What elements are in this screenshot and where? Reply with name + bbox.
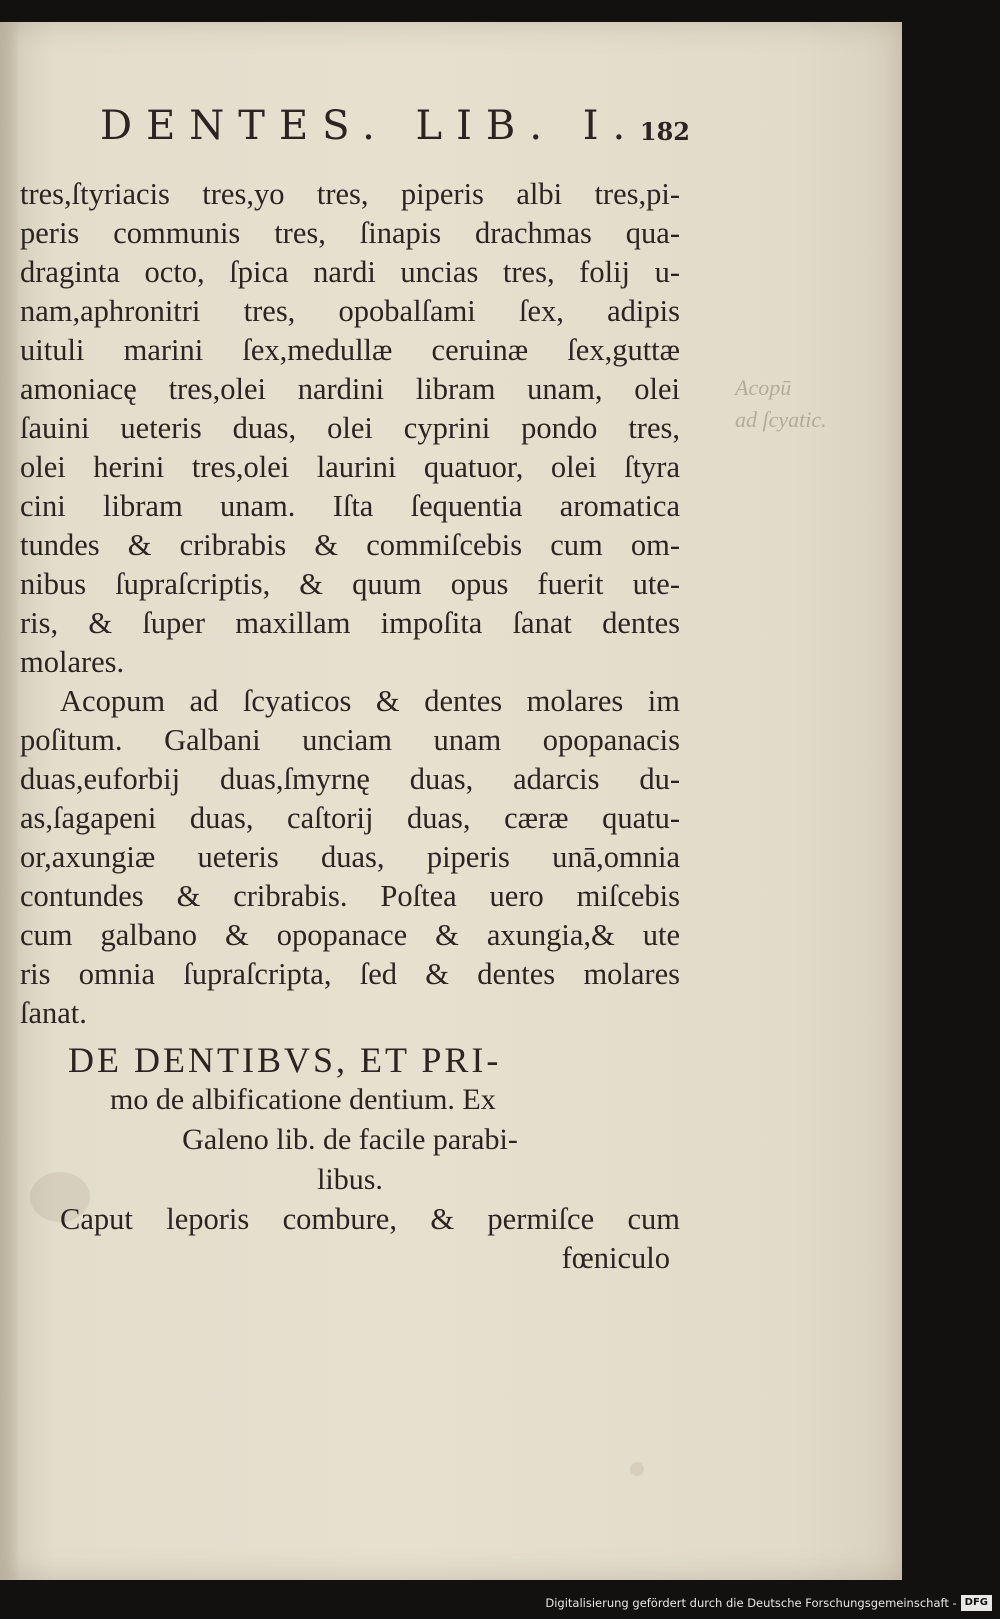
text-line: uituli marini ſex,medullæ ceruinæ ſex,guttæ bbox=[20, 333, 680, 367]
text-line: nibus ſupraſcriptis, & quum opus fuerit ute- bbox=[20, 567, 680, 601]
text-line: as,ſagapeni duas, caſtorij duas, cæræ quatu- bbox=[20, 801, 680, 835]
section-heading-line: mo de albificatione dentium. Ex bbox=[110, 1083, 496, 1116]
margin-note bbox=[735, 372, 855, 436]
margin-note-line: Acopū bbox=[735, 375, 792, 400]
text-line: peris communis tres, ſinapis drachmas qua- bbox=[20, 216, 680, 250]
section-heading bbox=[20, 1040, 680, 1200]
text-line: duas,euforbij duas,ſmyrnę duas, adarcis du- bbox=[20, 762, 680, 796]
paper-stain bbox=[630, 1462, 644, 1476]
text-line: poſitum. Galbani unciam unam opopanacis bbox=[20, 723, 680, 757]
running-head-title: DENTES. LIB. I. bbox=[100, 103, 640, 149]
text-line: olei herini tres,olei laurini quatuor, olei ſtyra bbox=[20, 450, 680, 484]
text-line: contundes & cribrabis. Poſtea uero miſcebis bbox=[20, 879, 680, 913]
text-line: Caput leporis combure, & permiſce cum bbox=[60, 1202, 680, 1236]
text-line: or,axungiæ ueteris duas, piperis unā,omnia bbox=[20, 840, 680, 874]
margin-note-line: ad ſcyatic. bbox=[735, 407, 827, 432]
text-line: draginta octo, ſpica nardi uncias tres, folij u- bbox=[20, 255, 680, 289]
text-line: cini libram unam. Iſta ſequentia aromatica bbox=[20, 489, 680, 523]
text-line: ris omnia ſupraſcripta, ſed & dentes molares bbox=[20, 957, 680, 991]
text-line: tundes & cribrabis & commiſcebis cum om- bbox=[20, 528, 680, 562]
text-line: ris, & ſuper maxillam impoſita ſanat dentes bbox=[20, 606, 680, 640]
paragraph-3 bbox=[20, 1200, 680, 1278]
text-line: nam,aphronitri tres, opobalſami ſex, adipis bbox=[20, 294, 680, 328]
section-heading-line: libus. bbox=[317, 1163, 383, 1196]
text-line: tres,ſtyriacis tres,yo tres, piperis albi tres,pi- bbox=[20, 177, 680, 211]
paragraph-2 bbox=[20, 682, 680, 1033]
running-head bbox=[100, 103, 690, 155]
text-line: ſauini ueteris duas, olei cyprini pondo tres, bbox=[20, 411, 680, 445]
body-text bbox=[20, 175, 680, 1033]
section-heading-line: DE DENTIBVS, ET PRI- bbox=[68, 1040, 502, 1080]
footer-credit bbox=[545, 1593, 992, 1613]
text-line: Acopum ad ſcyaticos & dentes molares im bbox=[60, 684, 680, 718]
dfg-logo: DFG bbox=[961, 1595, 992, 1611]
section-heading-line: Galeno lib. de facile parabi- bbox=[182, 1123, 518, 1156]
paragraph-1 bbox=[20, 175, 680, 682]
text-line: molares. bbox=[20, 645, 125, 679]
footer-text: Digitalisierung gefördert durch die Deutsche Forschungsgemeinschaft - bbox=[545, 1596, 957, 1610]
text-line: amoniacę tres,olei nardini libram unam, olei bbox=[20, 372, 680, 406]
catchword: fœniculo bbox=[561, 1241, 670, 1275]
text-line: cum galbano & opopanace & axungia,& ute bbox=[20, 918, 680, 952]
text-line: ſanat. bbox=[20, 996, 87, 1030]
page-number: 182 bbox=[639, 117, 690, 146]
